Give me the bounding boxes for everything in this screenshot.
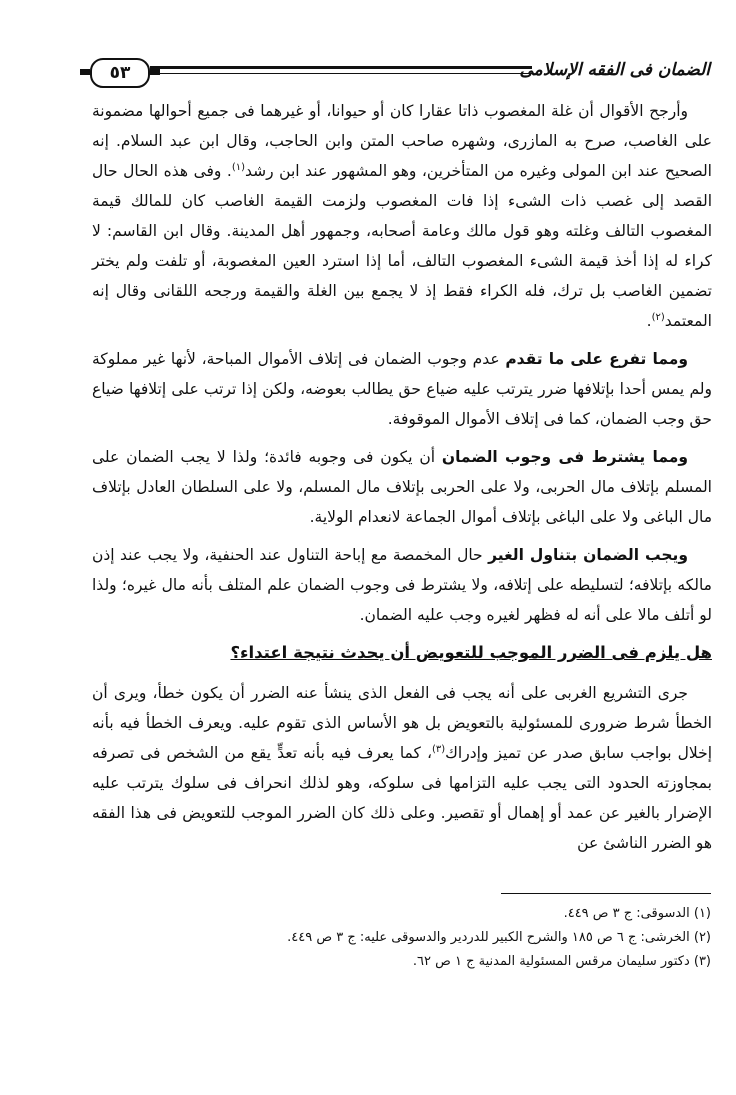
footnote-2: (٢) الخرشى: ج ٦ ص ١٨٥ والشرح الكبير للدردير والدسوقى عليه: ج ٣ ص ٤٤٩. (287, 930, 711, 945)
paragraph-3-lead: ومما يشترط فى وجوب الضمان (441, 448, 688, 466)
paragraph-1-text-end: . (646, 312, 652, 330)
footnote-rule (501, 893, 711, 894)
paragraph-1-text-cont: . وفى هذه الحال حال القصد إلى غصب ذات الشىء إذا فات المغصوب ولزمت القيمة الغاصب كان للمالك قيمة المغصوب التالف وغلته وهو قول مالك وعامة أصحابه، وجمهور أهل المدينة. وقال ابن القاسم: لا كراء له إذا أخذ قيمة الشىء المغصوب التالف، أما إذا استرد العين المغصوبة، أو تلفت ولم يختر تضمين الغاصب بل ترك، فله الكراء فقط إذ لا يجمع بين الغلة والقيمة ورجحه اللقانى وقال إنه المعتمد (92, 162, 712, 330)
footnote-ref-2: (٢) (651, 311, 665, 323)
page-number (90, 58, 150, 88)
page-number-value: ٥٣ (109, 63, 131, 83)
paragraph-4-text: حال المخمصة مع إباحة التناول عند الحنفية، ولا يجب عند إذن مالكه بإتلافه؛ لتسليطه على إتلافه، ولا يشترط فى وجوب الضمان علم المتلف بأنه مال غيره؛ ولذا لو أتلف مالا على أنه له فظهر لغيره وجب عليه الضمان. (92, 546, 712, 624)
footnote-ref-1: (١) (231, 161, 246, 173)
paragraph-5 (92, 678, 712, 858)
paragraph-3-text: أن يكون فى وجوبه فائدة؛ ولذا لا يجب الضمان على المسلم بإتلاف مال الحربى، ولا على الحربى بإتلاف مال المسلم، ولا على السلطان العادل بإتلاف مال الباغى ولا على الباغى بإتلاف أموال الجماعة لانعدام الولاية. (92, 448, 712, 526)
footnote-3: (٣) دكتور سليمان مرقس المسئولية المدنية ج ١ ص ٦٢. (412, 954, 711, 969)
paragraph-2 (92, 344, 712, 434)
footnote-ref-3: (٣) (431, 743, 446, 755)
paragraph-5-text: جرى التشريع الغربى على أنه يجب فى الفعل الذى ينشأ عنه الضرر أن يكون خطأ، ويرى أن الخطأ شرط ضرورى للمسئولية بالتعويض بل هو الأساس الذى تقوم عليه. ويعرف الخطأ فيه بأنه إخلال بواجب سابق صدر عن تميز وإدراك (92, 684, 712, 762)
paragraph-1 (92, 96, 712, 336)
body-text (92, 96, 712, 866)
paragraph-4 (92, 540, 712, 630)
paragraph-2-text: عدم وجوب الضمان فى إتلاف الأموال المباحة، لأنها غير مملوكة ولم يمس أحدا بإتلافها ضرر يترتب عليه ضياع حق يطالب بعوضه، ولكن إذا ترتب على إتلافها ضياع حق وجب الضمان، كما فى إتلاف الأموال الموقوفة. (92, 350, 712, 428)
paragraph-2-lead: ومما تفرع على ما تقدم (505, 350, 688, 368)
running-header (80, 56, 710, 92)
paragraph-1-text: وأرجح الأقوال أن غلة المغصوب ذاتا عقارا كان أو حيوانا، أو غيرهما فى جميع أحوالها مضمونة على الغاصب، صرح به المازرى، وشهره صاحب المتن وابن الحاجب، وقال ابن عبد السلام. إنه الصحيح عند ابن المولى وغيره من المتأخرين، وهو المشهور عند ابن رشد (92, 102, 712, 180)
paragraph-5-text-cont: ، كما يعرف فيه بأنه تعدٍّ يقع من الشخص فى تصرفه بمجاوزته الحدود التى يجب عليه التزامها فى سلوكه، وهو لذلك انحراف فى سلوك يترتب عليه الإضرار بالغير عن عمد أو إهمال أو تقصير. وعلى ذلك كان الضرر الموجب للتعويض فى هذا الفقه هو الضرر الناشئ عن (92, 744, 712, 852)
running-title: الضمان فى الفقه الإسلامى (519, 60, 710, 80)
header-rule (150, 66, 532, 74)
section-heading: هل يلزم فى الضرر الموجب للتعويض أن يحدث نتيجة اعتداء؟ (230, 643, 712, 662)
footnote-1: (١) الدسوقى: ج ٣ ص ٤٤٩. (563, 906, 711, 921)
paragraph-4-lead: ويجب الضمان بتناول الغير (488, 546, 688, 564)
paragraph-3 (92, 442, 712, 532)
footnotes (71, 902, 711, 974)
